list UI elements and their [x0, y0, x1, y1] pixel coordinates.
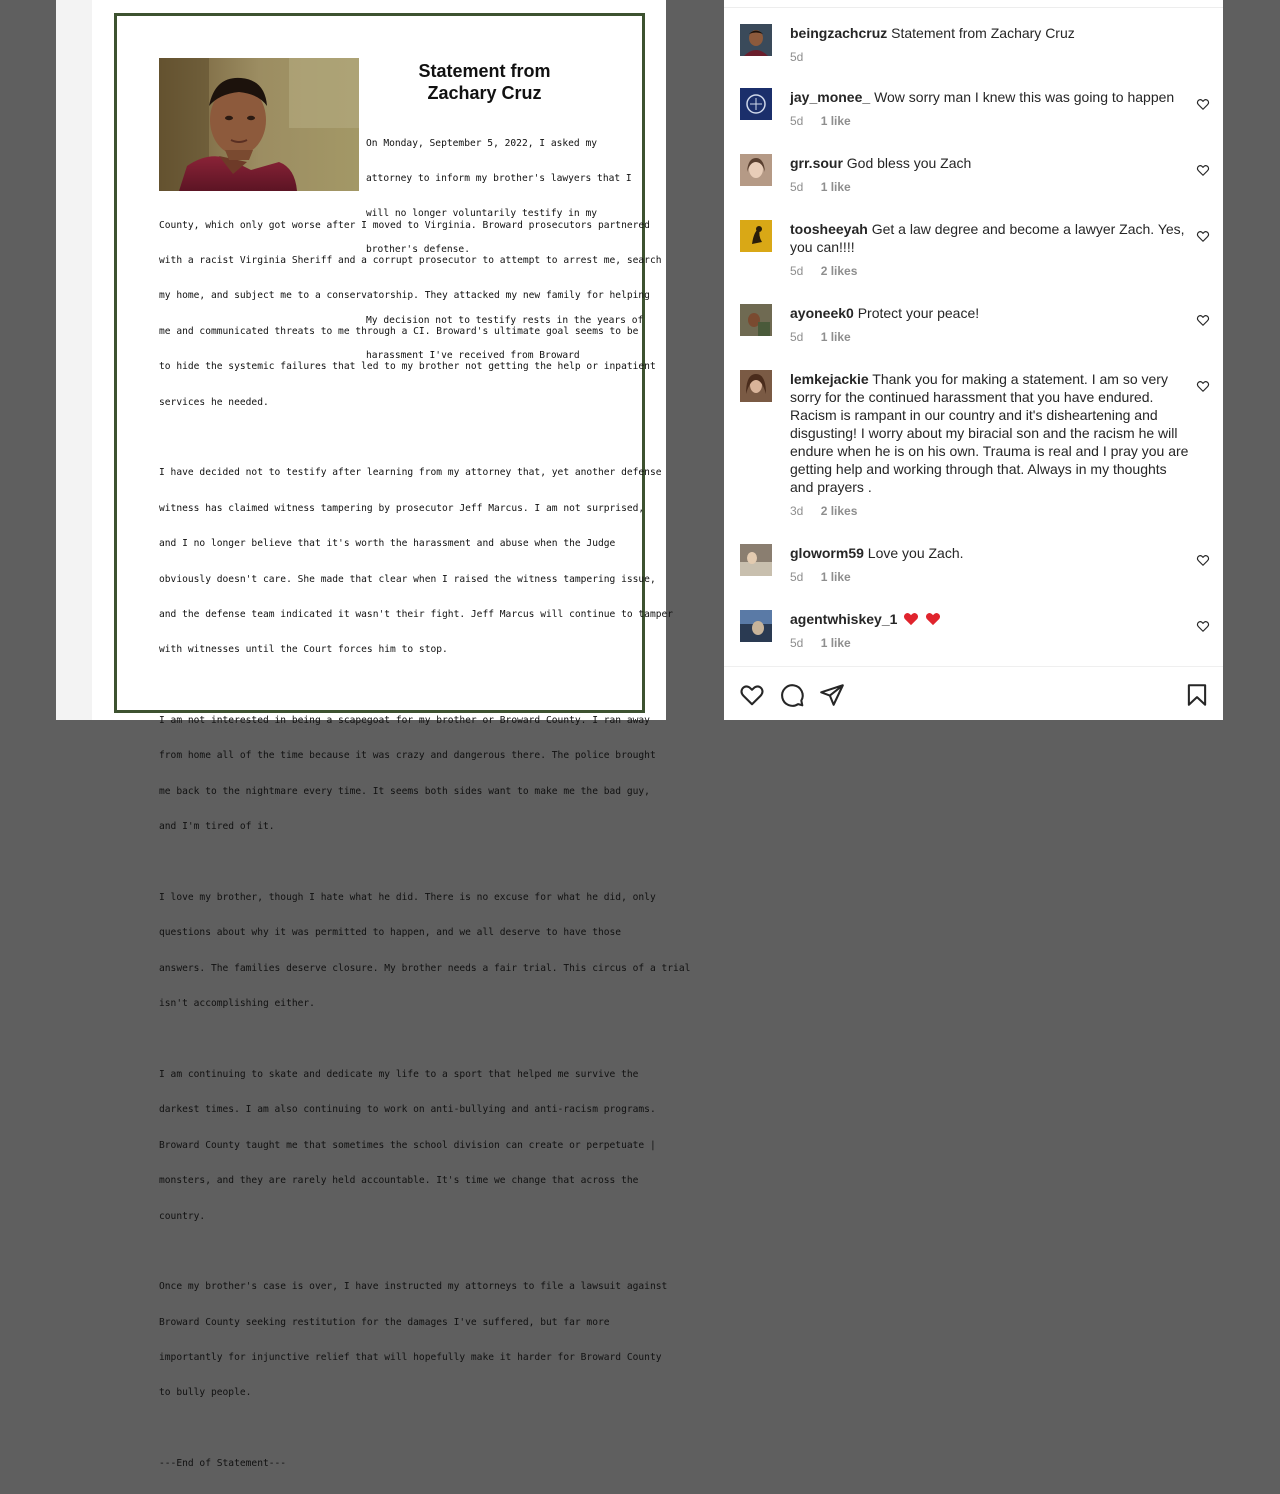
statement-line: to hide the systemic failures that led to my brother not getting the help or inpatient	[159, 361, 656, 373]
statement-line: from home all of the time because it was crazy and dangerous there. The police brought	[159, 750, 656, 762]
statement-line: questions about why it was permitted to happen, and we all deserve to have those	[159, 927, 622, 939]
comment-meta	[790, 570, 865, 584]
statement-line: harassment I've received from Broward	[366, 349, 580, 361]
comment-body: God bless you Zach	[846, 155, 972, 171]
statement-line: On Monday, September 5, 2022, I asked my	[366, 137, 598, 149]
statement-title-line1: Statement from	[418, 61, 551, 81]
comment-body: Statement from Zachary Cruz	[891, 25, 1075, 41]
comment-age[interactable]: 5d	[790, 50, 804, 64]
statement-page	[92, 0, 691, 1470]
statement-title	[367, 60, 602, 104]
statement-line: Once my brother's case is over, I have instructed my attorneys to file a lawsuit against	[159, 1281, 668, 1293]
avatar[interactable]	[740, 24, 772, 56]
comment-age[interactable]: 5d	[790, 180, 804, 194]
statement-line: to bully people.	[159, 1387, 252, 1399]
comment-body: Wow sorry man I knew this was going to happen	[874, 89, 1175, 105]
comment-age[interactable]: 5d	[790, 114, 804, 128]
comment-meta	[790, 50, 817, 64]
statement-line: my home, and subject me to a conservatorship. They attacked my new family for helping	[159, 290, 650, 302]
statement-line: importantly for injunctive relief that will hopefully make it harder for Broward County	[159, 1352, 662, 1364]
comments-panel	[724, 0, 1223, 720]
comment-text	[790, 370, 1190, 496]
comment-meta	[790, 636, 865, 650]
comment-likes[interactable]: 1 like	[820, 330, 851, 344]
share-icon[interactable]	[819, 682, 845, 708]
statement-line: Broward County taught me that sometimes the school division can create or perpetuate |	[159, 1139, 656, 1151]
statement-line: isn't accomplishing either.	[159, 998, 315, 1010]
statement-line: will no longer voluntarily testify in my	[366, 208, 598, 220]
statement-title-line2: Zachary Cruz	[427, 83, 542, 103]
comment-meta	[790, 114, 865, 128]
comment-meta	[790, 330, 865, 344]
statement-line	[159, 432, 609, 444]
like-comment-heart-icon[interactable]	[1196, 229, 1210, 243]
like-comment-heart-icon[interactable]	[1196, 313, 1210, 327]
comment-username[interactable]: beingzachcruz	[790, 25, 888, 41]
comment-likes[interactable]: 1 like	[820, 636, 851, 650]
bookmark-icon[interactable]	[1184, 682, 1210, 708]
statement-line: with a racist Virginia Sheriff and a corrupt prosecutor to attempt to arrest me, search	[159, 254, 662, 266]
comment-text	[790, 544, 1190, 562]
comment-body: Love you Zach.	[867, 545, 964, 561]
statement-line: monsters, and they are rarely held accountable. It's time we change that across the	[159, 1175, 639, 1187]
statement-line: and the defense team indicated it wasn't their fight. Jeff Marcus will continue to tamper	[159, 608, 674, 620]
avatar[interactable]	[740, 220, 772, 252]
statement-line: witness has claimed witness tampering by prosecutor Jeff Marcus. I am not surprised,	[159, 502, 645, 514]
comment-username[interactable]: jay_monee_	[790, 89, 871, 105]
statement-line	[159, 1034, 609, 1046]
statement-line	[159, 1246, 609, 1258]
statement-line	[159, 680, 609, 692]
comment-likes[interactable]: 2 likes	[820, 504, 858, 518]
statement-line: ---End of Statement---	[159, 1458, 287, 1470]
statement-line: I have decided not to testify after learning from my attorney that, yet another defense	[159, 467, 662, 479]
statement-line: I am not interested in being a scapegoat for my brother or Broward County. I ran away	[159, 715, 650, 727]
statement-line: services he needed.	[159, 396, 269, 408]
red-heart-emoji-icon	[925, 611, 941, 626]
statement-line: country.	[159, 1210, 206, 1222]
comments-list[interactable]	[724, 0, 1223, 666]
post-media-panel	[56, 0, 691, 1470]
statement-line: I love my brother, though I hate what he did. There is no excuse for what he did, only	[159, 892, 656, 904]
post-action-bar	[724, 666, 1223, 720]
statement-line: attorney to inform my brother's lawyers that I	[366, 172, 632, 184]
comment-likes[interactable]: 2 likes	[820, 264, 858, 278]
statement-line: with witnesses until the Court forces him to stop.	[159, 644, 448, 656]
comment-icon[interactable]	[779, 682, 805, 708]
portrait-photo	[159, 58, 359, 191]
avatar[interactable]	[740, 304, 772, 336]
comment-body: Thank you for making a statement. I am so very sorry for the continued harassment that you have endured. Racism is rampant in our country and it's disheartening and disgusting! I worry about my biracial son and the racism he will endure when he is on his own. Trauma is real and I pray you are getting help and working through that. Always in my thoughts and prayers .	[790, 371, 1189, 495]
statement-line: I am continuing to skate and dedicate my life to a sport that helped me survive the	[159, 1068, 639, 1080]
like-comment-heart-icon[interactable]	[1196, 619, 1210, 633]
statement-line: answers. The families deserve closure. My brother needs a fair trial. This circus of a trial	[159, 962, 691, 974]
comment-likes[interactable]: 1 like	[820, 180, 851, 194]
comment-meta	[790, 504, 871, 518]
statement-line: County, which only got worse after I moved to Virginia. Broward prosecutors partnered	[159, 219, 650, 231]
statement-line: brother's defense.	[366, 243, 470, 255]
comment-text	[790, 154, 1190, 172]
comment-username[interactable]: agentwhiskey_1	[790, 611, 898, 627]
comment-text	[790, 304, 1190, 322]
statement-body	[159, 196, 691, 1494]
comment-username[interactable]: grr.sour	[790, 155, 843, 171]
like-comment-heart-icon[interactable]	[1196, 97, 1210, 111]
comment-username[interactable]: lemkejackie	[790, 371, 869, 387]
statement-line: Broward County seeking restitution for the damages I've suffered, but far more	[159, 1316, 610, 1328]
like-comment-heart-icon[interactable]	[1196, 553, 1210, 567]
comment-likes[interactable]: 1 like	[820, 114, 851, 128]
comment-age[interactable]: 5d	[790, 330, 804, 344]
statement-line: and I no longer believe that it's worth the harassment and abuse when the Judge	[159, 538, 616, 550]
statement-document	[114, 13, 691, 1470]
comment-likes[interactable]: 1 like	[820, 570, 851, 584]
statement-line: My decision not to testify rests in the years of	[366, 314, 644, 326]
comment-age[interactable]: 5d	[790, 636, 804, 650]
avatar[interactable]	[740, 544, 772, 576]
comment-body: Get a law degree and become a lawyer Zach. Yes, you can!!!!	[790, 221, 1185, 255]
statement-line	[159, 1423, 609, 1435]
comment-username[interactable]: toosheeyah	[790, 221, 868, 237]
comment-username[interactable]: gloworm59	[790, 545, 864, 561]
comment-username[interactable]: ayoneek0	[790, 305, 854, 321]
comment-age[interactable]: 5d	[790, 570, 804, 584]
avatar[interactable]	[740, 370, 772, 402]
statement-line: me and communicated threats to me through a CI. Broward's ultimate goal seems to be	[159, 325, 639, 337]
comment-body: Protect your peace!	[857, 305, 980, 321]
comment-text	[790, 220, 1190, 256]
statement-line	[159, 857, 609, 869]
panel-top-divider	[724, 0, 1223, 8]
heart-icon[interactable]	[739, 682, 765, 708]
statement-line: and I'm tired of it.	[159, 821, 275, 833]
comment-age[interactable]: 3d	[790, 504, 804, 518]
comment-age[interactable]: 5d	[790, 264, 804, 278]
statement-line: obviously doesn't care. She made that clear when I raised the witness tampering issue,	[159, 573, 656, 585]
comment-text	[790, 610, 1190, 628]
comment-meta	[790, 264, 871, 278]
red-heart-emoji-icon	[903, 611, 919, 626]
comment-text	[790, 88, 1190, 106]
avatar[interactable]	[740, 88, 772, 120]
statement-line: me back to the nightmare every time. It seems both sides want to make me the bad guy,	[159, 785, 650, 797]
avatar[interactable]	[740, 154, 772, 186]
like-comment-heart-icon[interactable]	[1196, 379, 1210, 393]
comment-meta	[790, 180, 865, 194]
statement-line: darkest times. I am also continuing to work on anti-bullying and anti-racism programs.	[159, 1104, 656, 1116]
like-comment-heart-icon[interactable]	[1196, 163, 1210, 177]
avatar[interactable]	[740, 610, 772, 642]
comment-text	[790, 24, 1190, 42]
